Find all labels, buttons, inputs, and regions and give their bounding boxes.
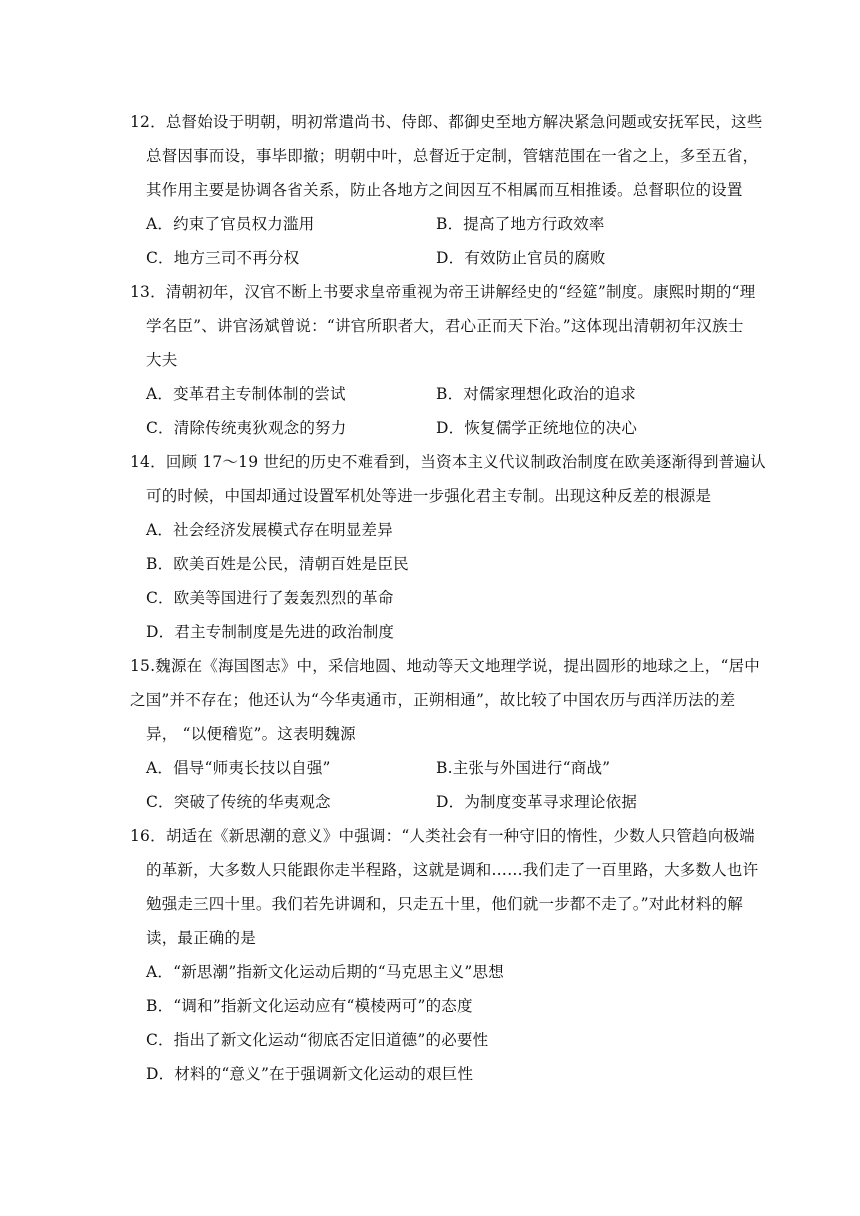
option-a: A．约束了官员权力滥用: [146, 215, 315, 233]
option-c: C．地方三司不再分权: [146, 249, 300, 267]
question-text-line: 大夫: [146, 351, 178, 369]
question-text-line: 可的时候，中国却通过设置军机处等进一步强化君主专制。出现这种反差的根源是: [146, 487, 712, 505]
option-c: C．清除传统夷狄观念的努力: [146, 419, 347, 437]
question-text-line: 16．胡适在《新思潮的意义》中强调：“人类社会有一种守旧的惰性，少数人只管趋向极端: [130, 827, 755, 845]
option-b: B．对儒家理想化政治的追求: [436, 385, 636, 403]
question-text-line: 14．回顾 17～19 世纪的历史不难看到，当资本主义代议制政治制度在欧美逐渐得到普遍认: [130, 453, 766, 471]
option-b: B．欧美百姓是公民，清朝百姓是臣民: [146, 555, 409, 573]
option-d: D．材料的“意义”在于强调新文化运动的艰巨性: [146, 1065, 474, 1083]
option-a: A．变革君主专制体制的尝试: [146, 385, 346, 403]
option-a: A．社会经济发展模式存在明显差异: [146, 521, 393, 539]
question-text-line: 勉强走三四十里。我们若先讲调和，只走五十里，他们就一步都不走了。”对此材料的解: [146, 895, 743, 913]
option-c: C．突破了传统的华夷观念: [146, 793, 331, 811]
option-b: B.主张与外国进行“商战”: [436, 759, 611, 777]
option-d: D．为制度变革寻求理论依据: [436, 793, 638, 811]
option-a: A．倡导“师夷长技以自强”: [146, 759, 331, 777]
option-c: C．指出了新文化运动“彻底否定旧道德”的必要性: [146, 1031, 489, 1049]
question-text-line: 学名臣”、讲官汤斌曾说：“讲官所职者大，君心正而天下治。”这体现出清朝初年汉族士: [146, 317, 744, 335]
question-text-line: 的革新，大多数人只能跟你走半程路，这就是调和……我们走了一百里路，大多数人也许: [146, 861, 759, 879]
question-text-line: 读，最正确的是: [146, 929, 256, 947]
option-c: C．欧美等国进行了轰轰烈烈的革命: [146, 589, 394, 607]
option-b: B．“调和”指新文化运动应有“模棱两可”的态度: [146, 997, 473, 1015]
option-b: B．提高了地方行政效率: [436, 215, 605, 233]
question-text-line: 总督因事而设，事毕即撤；明朝中叶，总督近于定制，管辖范围在一省之上，多至五省，: [146, 147, 759, 165]
question-text-line: 其作用主要是协调各省关系，防止各地方之间因互不相属而互相推诿。总督职位的设置: [146, 181, 743, 199]
question-text-line: 12．总督始设于明朝，明初常遣尚书、侍郎、都御史至地方解决紧急问题或安抚军民，这些: [130, 113, 763, 131]
question-text-line: 13．清朝初年，汉官不断上书要求皇帝重视为帝王讲解经史的“经筵”制度。康熙时期的“理: [130, 283, 756, 301]
option-d: D．恢复儒学正统地位的决心: [436, 419, 638, 437]
option-d: D．君主专制制度是先进的政治制度: [146, 623, 395, 641]
question-text-line: 15.魏源在《海国图志》中，采信地圆、地动等天文地理学说，提出圆形的地球之上，“居中: [130, 657, 760, 675]
option-d: D．有效防止官员的腐败: [436, 249, 606, 267]
option-a: A．“新思潮”指新文化运动后期的“马克思主义”思想: [146, 963, 504, 981]
question-text-line: 异， “以便稽览”。这表明魏源: [146, 725, 356, 743]
question-text-line: 之国”并不存在；他还认为“今华夷通市，正朔相通”，故比较了中国农历与西洋历法的差: [130, 691, 736, 709]
